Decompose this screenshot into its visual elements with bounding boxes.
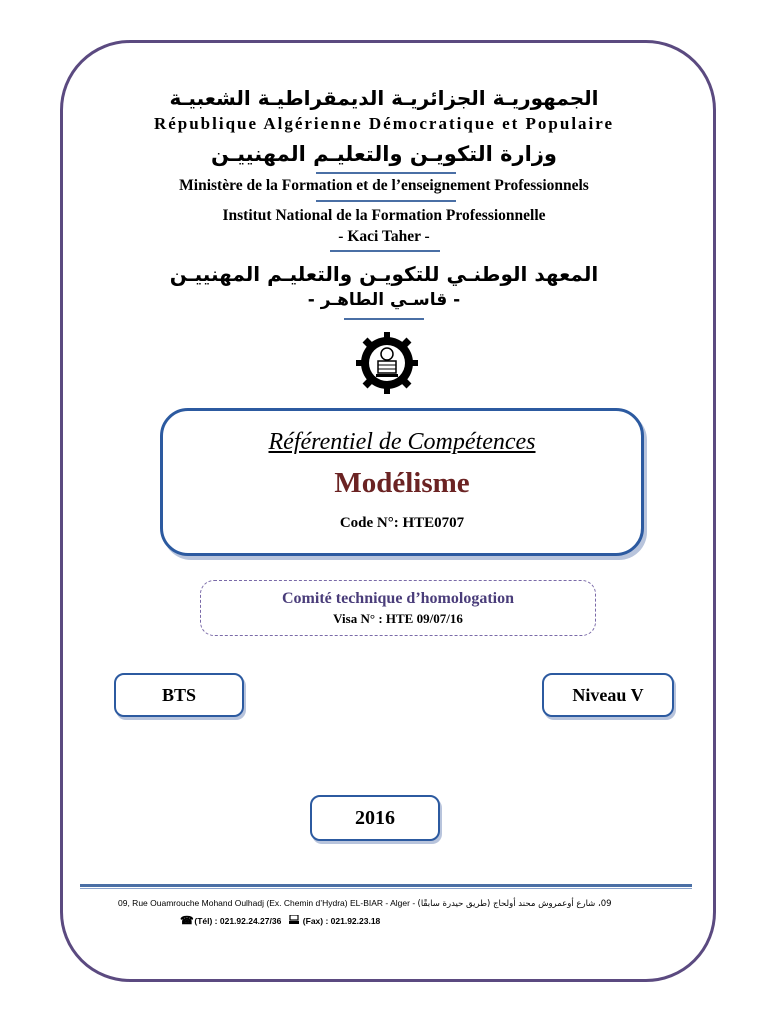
telephone-number: (Tél) : 021.92.24.27/36: [194, 916, 282, 926]
level-badge: Niveau V: [542, 673, 674, 717]
footer-divider: [80, 888, 692, 889]
visa-number: Visa N° : HTE 09/07/16: [333, 611, 463, 626]
diploma-badge: BTS: [114, 673, 244, 717]
specialty-name: Modélisme: [334, 467, 470, 499]
arabic-ministry-title: وزارة التكويـن والتعليـم المهنييـن: [211, 142, 557, 166]
divider: [316, 200, 456, 202]
footer-contacts: [180, 914, 380, 927]
french-institute-title: Institut National de la Formation Professionnelle: [222, 207, 546, 224]
year-badge: 2016: [310, 795, 440, 841]
homologation-title: Comité technique d’homologation: [282, 590, 514, 607]
divider: [344, 318, 424, 320]
divider: [330, 250, 440, 252]
homologation-box: [200, 580, 596, 636]
specialty-code: Code N°: HTE0707: [339, 515, 465, 531]
french-institute-subtitle: - Kaci Taher -: [338, 228, 430, 245]
referentiel-heading: Référentiel de Compétences: [268, 429, 536, 455]
gear-logo-icon: [354, 330, 420, 396]
address-french: 09, Rue Ouamrouche Mohand Oulhadj (Ex. Chemin d’Hydra) EL-BIAR - Alger -: [118, 898, 418, 908]
footer-address: [118, 898, 678, 909]
french-republic-title: République Algérienne Démocratique et Populaire: [153, 114, 615, 133]
address-arabic: 09، شارع أوعمروش محند أولحاج (طريق حيدرة سابقًا): [417, 899, 612, 909]
arabic-institute-subtitle: - قاسـي الطاهـر -: [307, 290, 461, 310]
fax-number: (Fax) : 021.92.23.18: [302, 916, 381, 926]
referentiel-card: [160, 408, 644, 556]
arabic-institute-title: المعهد الوطنـي للتكويـن والتعليـم المهنييـن: [169, 262, 599, 286]
french-ministry-title: Ministère de la Formation et de l’enseignement Professionnels: [179, 177, 589, 194]
arabic-republic-title: الجمهوريـة الجزائريـة الديمقراطيـة الشعبيـة: [169, 86, 599, 110]
divider: [316, 172, 456, 174]
footer-divider: [80, 884, 692, 887]
fax-icon: [288, 915, 300, 927]
phone-icon: ☎: [180, 915, 194, 927]
